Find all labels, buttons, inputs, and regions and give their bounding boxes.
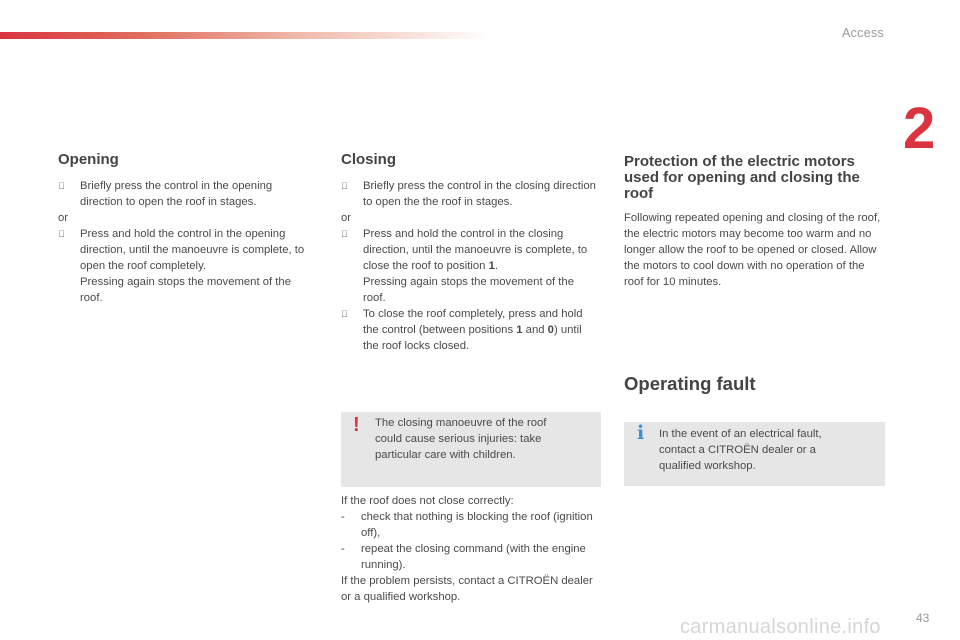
closing-or: or — [341, 212, 352, 224]
info-text: In the event of an electrical fault, contact a CITROËN dealer or a qualified workshop. — [659, 428, 822, 472]
not-closing-intro: If the roof does not close correctly: — [341, 495, 514, 507]
bullet-marker-icon — [341, 306, 348, 322]
opening-title: Opening — [58, 151, 119, 168]
bullet-marker-icon — [58, 226, 65, 242]
header-accent-bar — [0, 32, 490, 39]
fault-section — [624, 374, 886, 394]
not-closing-item-1: - check that nothing is blocking the roof (ignition off), — [341, 511, 593, 539]
info-icon: i — [637, 422, 645, 444]
opening-bullet-1: Briefly press the control in the opening direction to open the roof in stages. — [58, 178, 316, 210]
fault-title: Operating fault — [624, 373, 756, 394]
opening-or: or — [58, 212, 69, 224]
opening-bullet-2: Press and hold the control in the opening direction, until the manoeuvre is complete, to open the roof completely. — [58, 226, 316, 274]
watermark: carmanualsonline.info — [680, 616, 881, 638]
closing-bullet-2: Press and hold the control in the closing direction, until the manoeuvre is complete, to close the roof to position 1. — [341, 226, 599, 274]
bullet-marker-icon — [58, 178, 65, 194]
not-closing-item-2: - repeat the closing command (with the engine running). — [341, 543, 586, 571]
warning-text: The closing manoeuvre of the roof could cause serious injuries: take particular care with children. — [375, 417, 547, 461]
closing-bullet-1: Briefly press the control in the closing direction to open the the roof in stages. — [341, 178, 599, 210]
page-number: 43 — [916, 611, 930, 625]
section-title: Access — [842, 26, 885, 40]
closing-bullet-3: To close the roof completely, press and hold the control (between positions 1 and 0) until the roof locks closed. — [341, 306, 599, 354]
chapter-number: 2 — [903, 96, 936, 161]
closing-bullet-2-cont: Pressing again stops the movement of the roof. — [363, 276, 574, 304]
protection-section — [624, 154, 886, 290]
not-closing-outro: If the problem persists, contact a CITROËN dealer or a qualified workshop. — [341, 575, 593, 603]
roof-not-closing-section — [341, 493, 601, 605]
closing-section — [341, 152, 599, 354]
bullet-marker-icon — [341, 226, 348, 242]
protection-text: Following repeated opening and closing of the roof, the electric motors may become too warm and no longer allow the roof to be opened or closed. Allow the motors to cool down with no operation of the roof for 10 minutes. — [624, 212, 881, 288]
warning-exclamation-icon: ! — [353, 414, 360, 436]
warning-note — [341, 412, 601, 487]
closing-title: Closing — [341, 151, 396, 168]
bullet-marker-icon — [341, 178, 348, 194]
protection-title: Protection of the electric motors used for opening and closing the roof — [624, 153, 860, 202]
info-note — [624, 422, 885, 486]
opening-bullet-2-cont: Pressing again stops the movement of the roof. — [80, 276, 291, 304]
opening-section — [58, 152, 316, 306]
